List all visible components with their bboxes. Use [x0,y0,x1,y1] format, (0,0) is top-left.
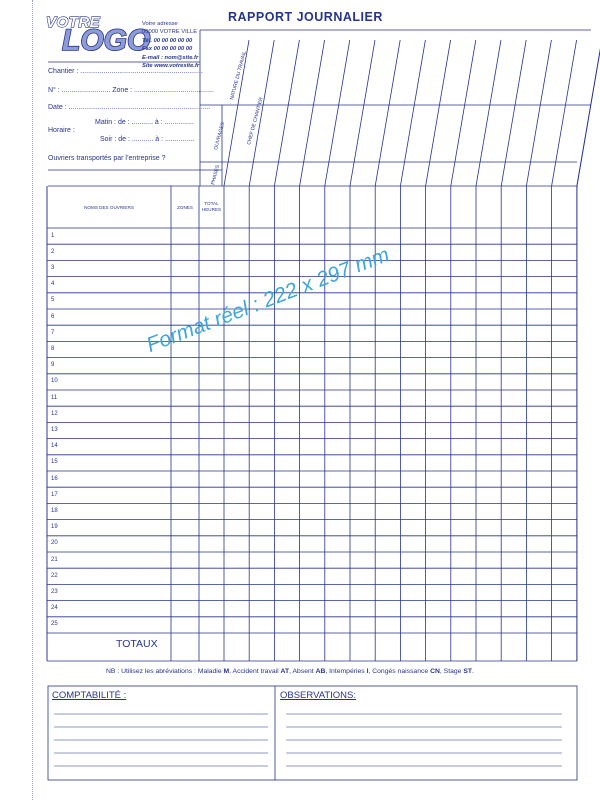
abbr-text: . [472,668,474,675]
abbr-code: I [366,668,369,675]
total-heures-header [199,201,224,213]
row-number: 7 [51,329,55,336]
numero-zone-field[interactable]: N° : ......................... Zone : ......................................... [48,87,214,94]
address-line: Votre adresse [142,21,178,27]
row-number: 21 [51,556,58,563]
slanted-header-line [526,40,551,186]
slanted-header-line [426,40,451,186]
row-number: 15 [51,459,58,466]
slanted-header-line [476,40,501,186]
abbr-code: ST [463,668,473,675]
row-number: 6 [51,313,55,320]
slanted-header-line [552,40,577,186]
row-number: 20 [51,540,58,547]
row-number: 24 [51,605,58,612]
row-number: 1 [51,232,55,239]
logo-main-text: LOGO [62,24,151,57]
row-number: 16 [51,475,58,482]
abbr-code: CN [430,668,440,675]
matin-field[interactable]: Matin : de : ........... à : ............... [95,119,194,126]
abbr-code: M [223,668,230,675]
chantier-field[interactable]: Chantier : ............................................................... [48,68,203,75]
nature-travail-label: NATURE DU TRAVAIL [229,50,248,101]
row-number: 14 [51,443,58,450]
format-watermark: Format réel : 222 x 297 mm [143,243,393,358]
row-number: 13 [51,426,58,433]
row-number: 10 [51,378,58,385]
row-number: 12 [51,410,58,417]
row-number: 22 [51,572,58,579]
date-field[interactable]: Date : ......................................................................... [48,104,211,111]
address-line: Fax 00 00 00 00 00 [142,46,193,53]
slanted-header-line [400,40,425,186]
row-number: 18 [51,507,58,514]
abbr-code: AT [280,668,290,675]
horaire-label: Horaire : [48,127,75,134]
soir-field[interactable]: Soir : de : ........... à : ............... [100,136,195,143]
totaux-label: TOTAUX [116,638,158,650]
slanted-header-line [501,40,526,186]
row-number: 9 [51,362,55,369]
slanted-header-line [300,40,325,186]
phases-label: PHASES [210,164,222,186]
row-number: 25 [51,621,58,628]
address-line: 00000 VOTRE VILLE [142,29,198,36]
abbr-text: , Accident travail [229,668,281,675]
row-number: 8 [51,345,55,352]
abbr-code: AB [315,668,326,675]
row-number: 3 [51,264,55,271]
total-heures-line2: HEURES [201,207,222,212]
row-number: 23 [51,588,58,595]
row-number: 11 [51,394,58,401]
ouvrages-label: OUVRAGES [213,121,227,151]
slanted-header-line [325,40,350,186]
slanted-header-line [451,40,476,186]
comptabilite-title: COMPTABILITÉ : [52,690,127,701]
row-number: 4 [51,281,55,288]
ouvriers-transportes-field[interactable]: Ouvriers transportés par l’entreprise ? [48,155,166,162]
slanted-header-line [375,40,400,186]
observations-title: OBSERVATIONS: [280,690,357,701]
page-title: RAPPORT JOURNALIER [228,10,383,24]
abbr-text: , Stage [439,668,464,675]
slanted-header-line [577,40,600,186]
abbr-text: , Congés naissance [368,668,431,675]
slanted-header-line [274,40,299,186]
address-line: E-mail : nom@site.fr [142,54,199,61]
address-line: Tél. 00 00 00 00 00 [142,37,193,44]
nb-prefix: NB : Utilisez les abréviations : Maladie [106,668,224,675]
row-number: 17 [51,491,58,498]
row-number: 19 [51,524,58,531]
total-heures-line1: TOTAL [204,201,219,206]
logo-top-text: VOTRE [46,14,101,31]
chef-chantier-label: CHEF DE CHANTIER [246,96,265,146]
row-number: 5 [51,297,55,304]
zones-header: ZONES [177,205,193,210]
abbr-text: , Absent [289,668,316,675]
address-line: Site www.votresite.fr [142,63,200,70]
noms-ouvriers-header: NOMS DES OUVRIERS [84,205,134,210]
slanted-header-line [249,40,274,186]
slanted-header-line [577,40,600,186]
abbr-text: , Intempéries [325,668,367,675]
row-number: 2 [51,248,55,255]
slanted-header-line [350,40,375,186]
abbreviations-note [106,668,474,675]
